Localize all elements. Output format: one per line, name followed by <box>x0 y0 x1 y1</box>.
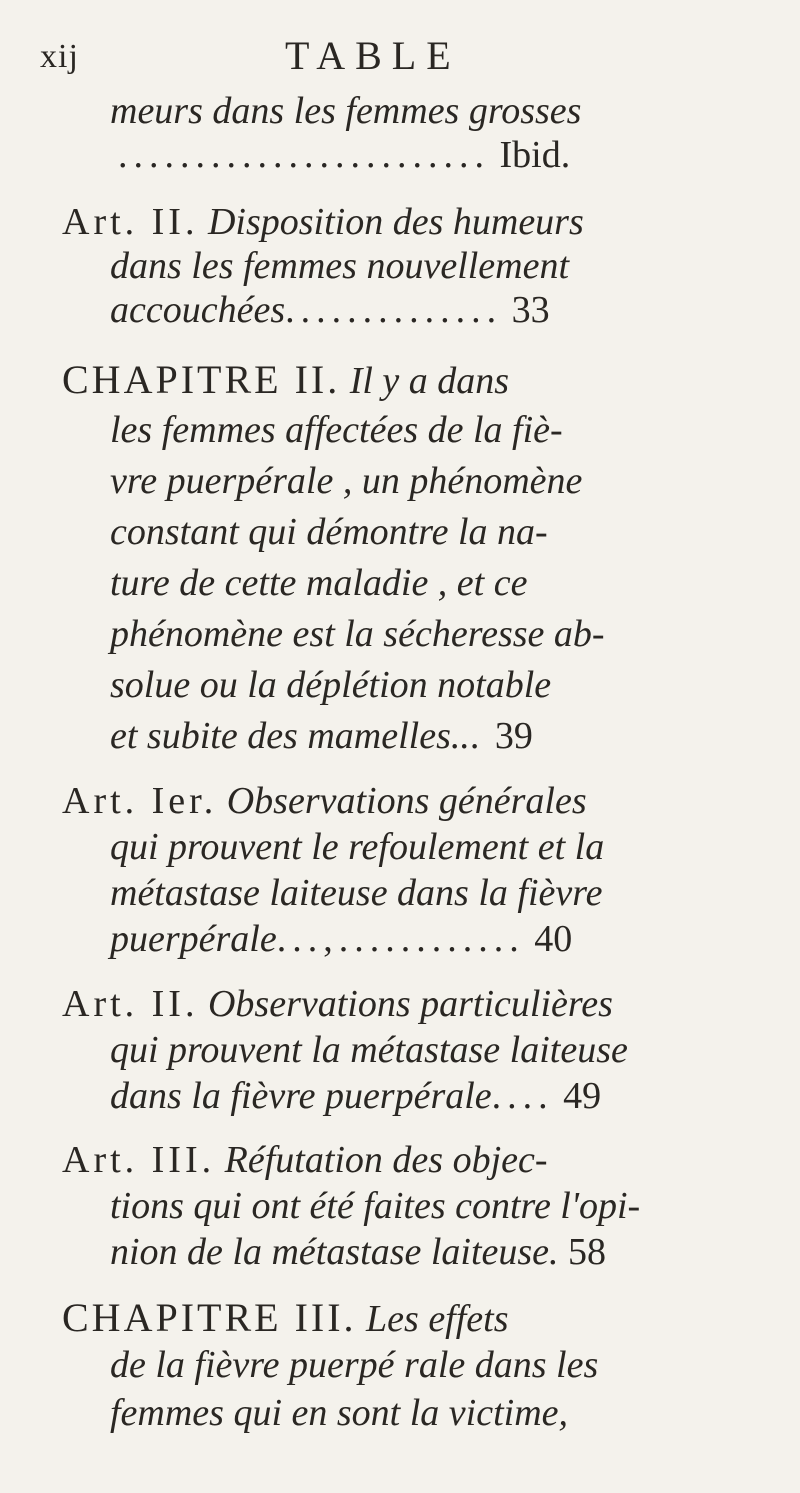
dot-leader: . <box>469 715 486 757</box>
toc-line: métastase laiteuse dans la fièvre <box>110 872 603 914</box>
toc-line: constant qui démontre la na- <box>110 511 548 553</box>
toc-line: CHAPITRE III. Les effets <box>62 1295 509 1340</box>
toc-line: solue ou la déplétion notable <box>110 664 552 706</box>
page-reference: 39 <box>494 715 533 757</box>
dot-leader: ...,............ <box>276 918 525 960</box>
dot-leader: .............. <box>285 289 503 331</box>
toc-line: puerpérale...,............ 40 <box>110 918 573 960</box>
page-reference: 58 <box>568 1231 607 1273</box>
running-title: TABLE <box>285 33 461 78</box>
toc-line <box>118 136 570 174</box>
toc-line: Art. II. Disposition des humeurs <box>62 201 584 243</box>
toc-line: meurs dans les femmes grosses <box>110 90 582 132</box>
toc-line: vre puerpérale , un phénomène <box>110 460 583 502</box>
toc-line: ture de cette maladie , et ce <box>110 562 528 604</box>
toc-line: CHAPITRE II. Il y a dans <box>62 357 510 402</box>
toc-line: qui prouvent la métastase laiteuse <box>110 1029 628 1071</box>
toc-line: les femmes affectées de la fiè- <box>110 409 563 451</box>
toc-line: et subite des mamelles... 39 <box>110 715 533 757</box>
page-reference: 49 <box>563 1075 602 1117</box>
toc-line: de la fièvre puerpé rale dans les <box>110 1344 599 1386</box>
toc-line: accouchées.............. 33 <box>110 289 550 331</box>
dot-leader: ........................ <box>118 134 490 176</box>
chapter-label: CHAPITRE III. <box>62 1295 357 1340</box>
toc-line: Art. III. Réfutation des objec- <box>62 1139 548 1181</box>
page-reference: 40 <box>534 918 573 960</box>
page-reference: Ibid. <box>499 134 571 176</box>
toc-line: Art. II. Observations particulières <box>62 983 613 1025</box>
page-reference: 33 <box>511 289 550 331</box>
toc-line: Art. Ier. Observations générales <box>62 780 587 822</box>
toc-line: dans la fièvre puerpérale.... 49 <box>110 1075 602 1117</box>
page-number: xij <box>40 38 79 75</box>
toc-line: dans les femmes nouvellement <box>110 245 570 287</box>
chapter-label: CHAPITRE II. <box>62 357 341 402</box>
article-label: Art. II. <box>62 983 199 1025</box>
page-header <box>40 28 480 88</box>
article-label: Art. II. <box>62 201 199 243</box>
toc-line: qui prouvent le refoulement et la <box>110 826 605 868</box>
toc-line: nion de la métastase laiteuse. 58 <box>110 1231 607 1273</box>
dot-leader: .... <box>491 1075 554 1117</box>
article-label: Art. Ier. <box>62 780 218 822</box>
toc-line: phénomène est la sécheresse ab- <box>110 613 605 655</box>
toc-line: femmes qui en sont la victime, <box>110 1392 569 1434</box>
toc-line: tions qui ont été faites contre l'opi- <box>110 1185 641 1227</box>
article-label: Art. III. <box>62 1139 216 1181</box>
